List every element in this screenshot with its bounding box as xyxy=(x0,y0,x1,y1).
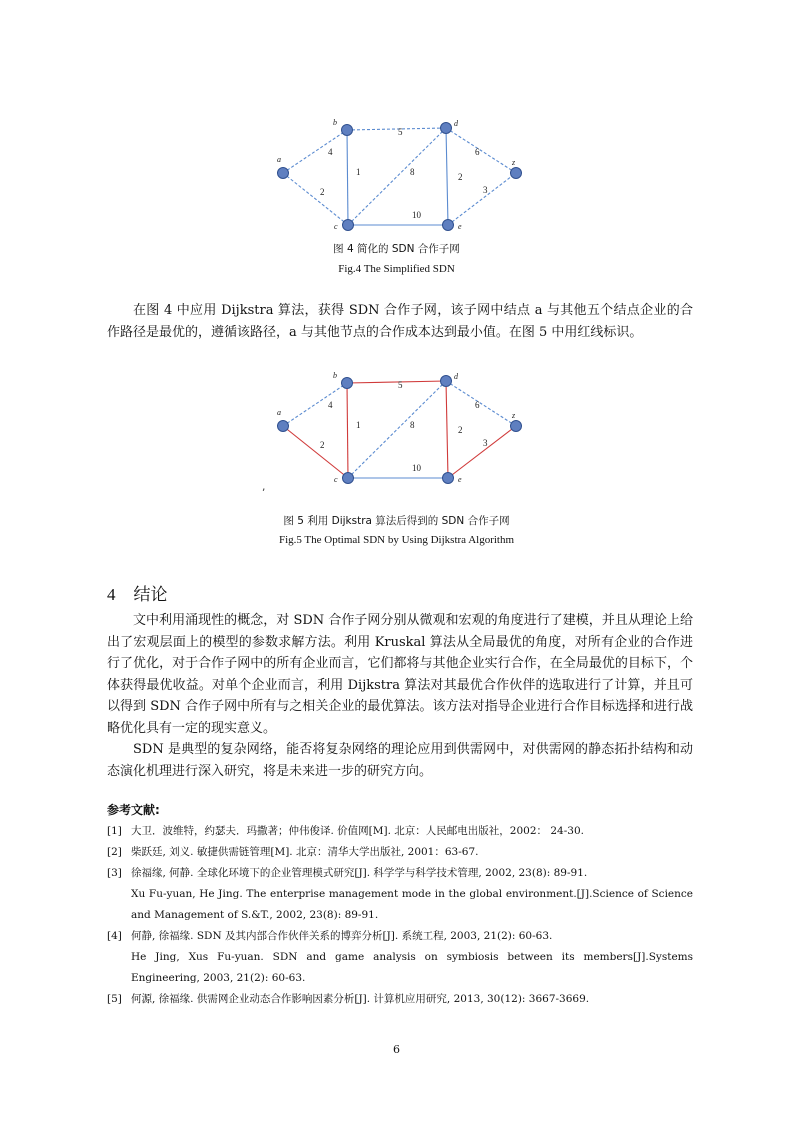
edge-c-d xyxy=(348,128,446,225)
reference-english: He Jing, Xus Fu-yuan. SDN and game analysis on symbiosis between its members[J].Systems Engineering, 2003, 21(2): 60-63. xyxy=(131,951,693,984)
edge-weight-a-b: 4 xyxy=(328,400,333,410)
section-heading xyxy=(107,580,168,605)
reference-number: [3] xyxy=(107,867,122,879)
reference-number: [1] xyxy=(107,825,122,837)
node-d xyxy=(441,123,452,134)
section-title: 结论 xyxy=(133,585,168,605)
figure-4-graph xyxy=(270,115,530,235)
edge-weight-c-e: 10 xyxy=(412,463,421,473)
reference-item xyxy=(107,821,693,842)
node-label-z: z xyxy=(512,158,516,167)
references-list xyxy=(107,821,693,1010)
paragraph-dijkstra xyxy=(107,300,693,343)
node-label-c: c xyxy=(334,475,338,484)
edge-weight-e-z: 3 xyxy=(483,185,488,195)
edge-b-d xyxy=(347,381,446,383)
reference-item xyxy=(107,989,693,1010)
figure-4-caption-en: Fig.4 The Simplified SDN xyxy=(338,263,455,275)
edge-a-b xyxy=(283,130,347,173)
node-b xyxy=(342,125,353,136)
reference-text: 大卫．波维特，约瑟夫．玛撒著；仲伟俊译. 价值网[M]. 北京：人民邮电出版社，2002： 24-30. xyxy=(131,825,584,837)
reference-number: [2] xyxy=(107,846,122,858)
edge-b-d xyxy=(347,128,446,130)
node-z xyxy=(511,421,522,432)
node-label-d: d xyxy=(454,372,458,381)
edge-weight-d-e: 2 xyxy=(458,425,463,435)
node-e xyxy=(443,220,454,231)
edge-a-b xyxy=(283,383,347,426)
edge-d-z xyxy=(446,381,516,426)
edge-weight-a-c: 2 xyxy=(320,440,325,450)
node-a xyxy=(278,168,289,179)
reference-text: 何源, 徐福缘. 供需网企业动态合作影响因素分析[J]. 计算机应用研究, 2013, 30(12): 3667-3669. xyxy=(131,993,590,1005)
reference-text: 柴跃廷, 刘义. 敏捷供需链管理[M]. 北京：清华大学出版社, 2001：63-67. xyxy=(131,846,479,858)
reference-text: 何静, 徐福缘. SDN 及其内部合作伙伴关系的博弈分析[J]. 系统工程, 2003, 21(2): 60-63. xyxy=(131,930,553,942)
paragraph-text: 在图 4 中应用 Dijkstra 算法，获得 SDN 合作子网，该子网中结点 a 与其他五个结点企业的合作路径是最优的，遵循该路径，a 与其他节点的合作成本达到最小值。在图 5 中用红线标识。 xyxy=(107,303,693,340)
figure-5-caption-zh: 图 5 利用 Dijkstra 算法后得到的 SDN 合作子网 xyxy=(283,515,510,527)
edge-weight-a-c: 2 xyxy=(320,187,325,197)
edge-c-d xyxy=(348,381,446,478)
reference-number: [4] xyxy=(107,930,122,942)
stray-mark: ’ xyxy=(262,488,266,499)
edge-b-c xyxy=(347,130,348,225)
node-label-z: z xyxy=(512,411,516,420)
node-label-a: a xyxy=(277,155,281,164)
reference-english: Xu Fu-yuan, He Jing. The enterprise management mode in the global environment.[J].Science of Science and Management of S.&T., 2002, 23(8): 89-91. xyxy=(131,888,693,921)
section-number: 4 xyxy=(107,585,116,604)
node-c xyxy=(343,473,354,484)
reference-item xyxy=(107,842,693,863)
conclusion-paragraph-1: 文中利用涌现性的概念，对 SDN 合作子网分别从微观和宏观的角度进行了建模，并且从理论上给出了宏观层面上的模型的参数求解方法。利用 Kruskal 算法从全局最优的角度，对所有企业的合作进行了优化，对于合作子网中的所有企业而言，它们都将与其他企业实行合作，在全局最优的目标下，个体获得最优收益。对单个企业而言，利用 Dijkstra 算法对其最优合作伙伴的选取进行了计算，并且可以得到 SDN 合作子网中所有与之相关企业的最优算法。该方法对指导企业进行合作目标选择和进行战略优化具有一定的现实意义。 xyxy=(107,613,693,736)
node-label-c: c xyxy=(334,222,338,231)
figure-5-caption-en: Fig.5 The Optimal SDN by Using Dijkstra Algorithm xyxy=(278,534,515,546)
edge-b-c xyxy=(347,383,348,478)
edge-weight-b-c: 1 xyxy=(356,420,361,430)
node-b xyxy=(342,378,353,389)
edge-d-z xyxy=(446,128,516,173)
node-label-d: d xyxy=(454,119,458,128)
references-title: 参考文献: xyxy=(107,803,160,817)
reference-item xyxy=(107,863,693,884)
edge-weight-e-z: 3 xyxy=(483,438,488,448)
edge-weight-c-d: 8 xyxy=(410,420,415,430)
edge-weight-a-b: 4 xyxy=(328,147,333,157)
reference-number: [5] xyxy=(107,993,122,1005)
node-a xyxy=(278,421,289,432)
reference-item xyxy=(107,926,693,947)
node-label-e: e xyxy=(458,222,462,231)
edge-weight-d-z: 6 xyxy=(475,147,480,157)
figure-5-graph xyxy=(270,368,530,493)
figure-4-caption-zh: 图 4 简化的 SDN 合作子网 xyxy=(333,243,460,255)
node-c xyxy=(343,220,354,231)
edge-d-e xyxy=(446,381,448,478)
edge-weight-c-d: 8 xyxy=(410,167,415,177)
edge-weight-d-e: 2 xyxy=(458,172,463,182)
edge-a-c xyxy=(283,426,348,478)
node-label-a: a xyxy=(277,408,281,417)
reference-text: 徐福缘, 何静. 全球化环境下的企业管理模式研究[J]. 科学学与科学技术管理, 2002, 23(8): 89-91. xyxy=(131,867,588,879)
node-z xyxy=(511,168,522,179)
node-label-b: b xyxy=(333,118,337,127)
node-label-e: e xyxy=(458,475,462,484)
edge-weight-b-d: 5 xyxy=(398,380,403,390)
node-label-b: b xyxy=(333,371,337,380)
edge-weight-c-e: 10 xyxy=(412,210,421,220)
edge-weight-d-z: 6 xyxy=(475,400,480,410)
edge-weight-b-c: 1 xyxy=(356,167,361,177)
node-d xyxy=(441,376,452,387)
node-e xyxy=(443,473,454,484)
edge-d-e xyxy=(446,128,448,225)
conclusion-paragraph-2: SDN 是典型的复杂网络，能否将复杂网络的理论应用到供需网中，对供需网的静态拓扑结构和动态演化机理进行深入研究，将是未来进一步的研究方向。 xyxy=(107,742,693,779)
edge-weight-b-d: 5 xyxy=(398,127,403,137)
edge-a-c xyxy=(283,173,348,225)
page-number: 6 xyxy=(393,1043,400,1056)
conclusion-body xyxy=(107,610,693,782)
